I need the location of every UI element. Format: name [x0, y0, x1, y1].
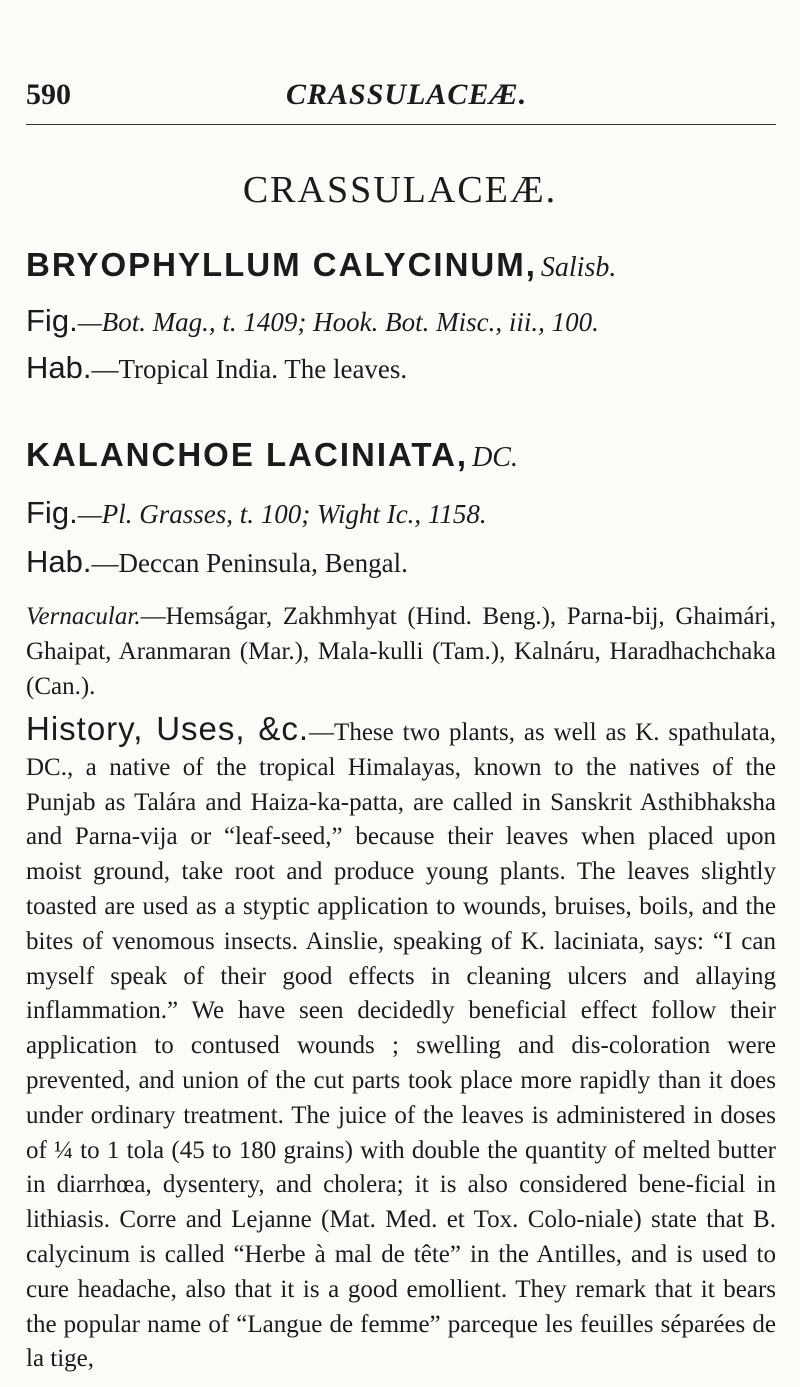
page-number: 590 — [26, 78, 71, 111]
hab-text: —Tropical India. The leaves. — [91, 354, 408, 384]
hab-label: Hab. — [26, 544, 92, 579]
species-author: DC. — [472, 442, 518, 473]
habitat — [26, 349, 776, 388]
fig-label: Fig. — [26, 495, 78, 530]
vernacular-paragraph — [26, 600, 776, 704]
species-author: Salisb. — [540, 252, 617, 283]
figure-reference — [26, 494, 776, 533]
hab-label: Hab. — [26, 350, 92, 385]
habitat — [26, 543, 776, 582]
history-label: History, Uses, &c. — [26, 710, 310, 747]
species-entry-bryophyllum — [26, 246, 776, 388]
running-title: CRASSULACEÆ. — [286, 78, 528, 111]
species-name: BRYOPHYLLUM CALYCINUM, — [26, 246, 537, 283]
species-entry-kalanchoe — [26, 436, 776, 582]
header-rule — [26, 124, 776, 125]
family-title: CRASSULACEÆ. — [242, 169, 558, 211]
history-text: —These two plants, as well as K. spathulata, DC., a native of the tropical Himalayas, known to the natives of the Punjab as Talára and Haiza-ka-patta, are called in Sanskrit Asthibhaksha and Parna-vija or “leaf-seed,” because their leaves when placed upon moist ground, take root and produce young plants. The leaves slightly toasted are used as a styptic application to wounds, bruises, boils, and the bites of venomous insects. Ainslie, speaking of K. laciniata, says: “I can myself speak of their good effects in cleaning ulcers and allaying inflammation.” We have seen decidedly beneficial effect follow their application to contused wounds ; swelling and dis-coloration were prevented, and union of the cut parts took place more rapidly than it does under ordinary treatment. The juice of the leaves is administered in doses of ¼ to 1 tola (45 to 180 grains) with double the quantity of melted butter in diarrhœa, dysentery, and cholera; it is also considered bene-ficial in lithiasis. Corre and Lejanne (Mat. Med. et Tox. Colo-niale) state that B. calycinum is called “Herbe à mal de tête” in the Antilles, and is used to cure headache, also that it is a good emollient. They remark that it bears the popular name of “Langue de femme” parceque les feuilles séparées de la tige, — [26, 719, 777, 1373]
fig-text: —Pl. Grasses, t. 100; Wight Ic., 1158. — [77, 499, 487, 529]
running-header — [0, 0, 800, 111]
vernacular-text: —Hemságar, Zakhmhyat (Hind. Beng.), Parna-bij, Ghaimári, Ghaipat, Aranmaran (Mar.), Mala-kulli (Tam.), Kalnáru, Haradhachchaka (Can.). — [26, 603, 776, 700]
fig-text: —Bot. Mag., t. 1409; Hook. Bot. Misc., iii., 100. — [77, 307, 599, 337]
vernacular-label: Vernacular. — [26, 603, 141, 630]
history-paragraph — [26, 712, 776, 1377]
figure-reference — [26, 302, 776, 341]
hab-text: —Deccan Peninsula, Bengal. — [91, 548, 408, 578]
species-name: KALANCHOE LACINIATA, — [26, 436, 469, 473]
fig-label: Fig. — [26, 303, 78, 338]
